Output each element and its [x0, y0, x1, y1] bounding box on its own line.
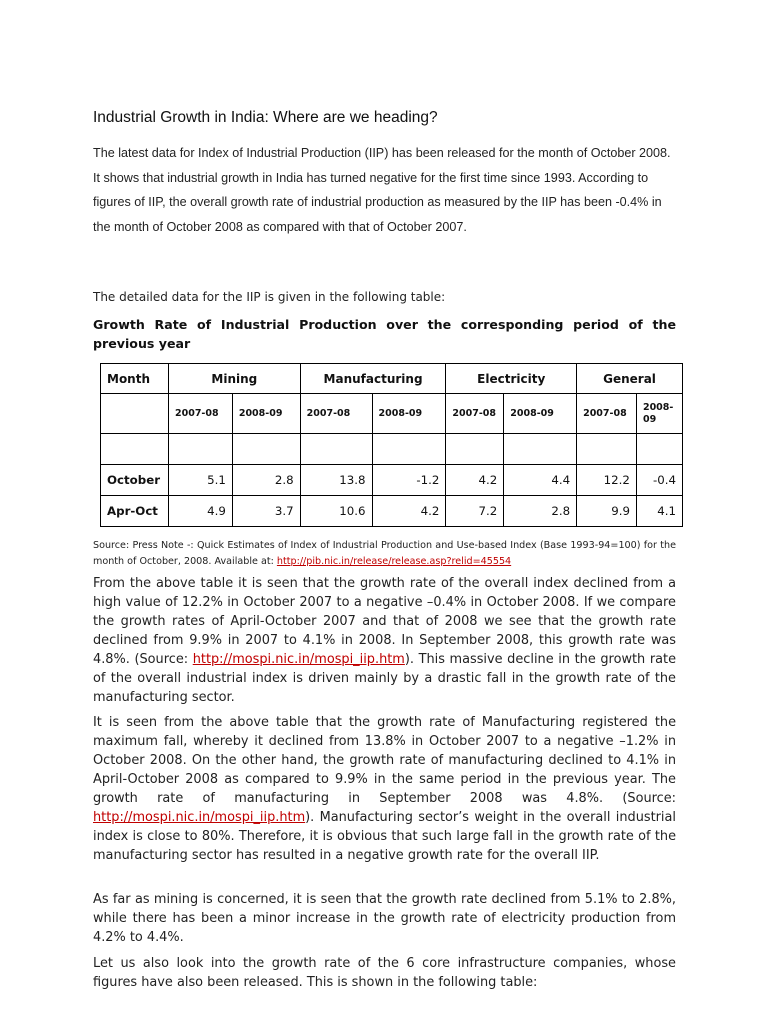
analysis-paragraph-core-industries: Let us also look into the growth rate of the 6 core infrastructure companies, whose figures have also been released. This is shown in the following table: [93, 956, 676, 990]
year-header: 2008-09 [636, 394, 682, 434]
page-title: Industrial Growth in India: Where are we heading? [93, 109, 438, 126]
table-cell: 10.6 [300, 496, 372, 527]
analysis-paragraph-mining: As far as mining is concerned, it is seen that the growth rate declined from 5.1% to 2.8%, while there has been a minor increase in the growth rate of electricity production from 4.2% to 4.4%. [93, 892, 676, 945]
iip-growth-table [100, 363, 683, 527]
year-header: 2008-09 [372, 394, 446, 434]
table-cell: -0.4 [636, 465, 682, 496]
year-header: 2008-09 [504, 394, 577, 434]
table-source-note [93, 538, 676, 570]
table-cell: -1.2 [372, 465, 446, 496]
table-cell: 5.1 [168, 465, 232, 496]
table-row [101, 496, 683, 527]
year-header: 2007-08 [577, 394, 637, 434]
pib-release-link[interactable]: http://pib.nic.in/release/release.asp?relid=45554 [276, 556, 512, 567]
year-header: 2008-09 [232, 394, 300, 434]
empty-cell [101, 394, 169, 434]
row-label: Apr-Oct [101, 496, 169, 527]
table-cell: 4.2 [372, 496, 446, 527]
paragraph-text: It is seen from the above table that the growth rate of Manufacturing registered the maximum fall, whereby it declined from 13.8% in October 2007 to a negative –1.2% in October 2008. On the other hand, the growth rate of manufacturing declined to 4.1% in April-October 2008 as compared to 9.9% in the same period in the previous year. The growth rate of manufacturing in September 2008 was 4.8%. (Source: [93, 715, 676, 806]
row-label: October [101, 465, 169, 496]
mospi-iip-link[interactable]: http://mospi.nic.in/mospi_iip.htm [192, 652, 405, 667]
analysis-paragraph-overall [93, 574, 676, 707]
paragraph-text: ). Manufacturing sector’s weight in the overall industrial index is close to 80%. Therefore, it is obvious that such large fall in the growth rate of the manufacturing sector has resulted in a negative growth rate for the overall IIP. [93, 810, 676, 863]
table-cell: 4.1 [636, 496, 682, 527]
table-cell: 7.2 [446, 496, 504, 527]
table-row [101, 465, 683, 496]
year-header-row [101, 394, 683, 434]
year-header: 2007-08 [446, 394, 504, 434]
group-header-electricity: Electricity [446, 364, 577, 394]
table-caption: Growth Rate of Industrial Production over the corresponding period of the previous year [93, 317, 676, 351]
table-cell: 12.2 [577, 465, 637, 496]
table-cell: 13.8 [300, 465, 372, 496]
paragraph-text: ). This massive decline in the growth rate of the overall industrial index is driven mainly by a drastic fall in the growth rate of the manufacturing sector. [93, 652, 677, 705]
source-text: Source: Press Note -: Quick Estimates of Index of Industrial Production and Use-based Index (Base 1993-94=100) for the month of October, 2008. Available at: [93, 540, 676, 567]
group-header-manufacturing: Manufacturing [300, 364, 446, 394]
table-cell: 4.9 [168, 496, 232, 527]
table-cell: 4.4 [504, 465, 577, 496]
mospi-iip-link[interactable]: http://mospi.nic.in/mospi_iip.htm [93, 810, 306, 825]
paragraph-text: From the above table it is seen that the growth rate of the overall index declined from a high value of 12.2% in October 2007 to a negative –0.4% in October 2008. If we compare the growth rates of April-October 2007 and that of 2008 we see that the growth rate declined from 9.9% in 2007 to 4.1% in 2008. In September 2008, this growth rate was 4.8%. (Source: [93, 576, 676, 667]
year-header: 2007-08 [168, 394, 232, 434]
table-cell: 2.8 [232, 465, 300, 496]
group-header-general: General [577, 364, 683, 394]
analysis-paragraph-manufacturing [93, 713, 676, 865]
table-cell: 2.8 [504, 496, 577, 527]
month-header: Month [101, 364, 169, 394]
table-intro: The detailed data for the IIP is given in the following table: [93, 290, 446, 304]
table-header-row [101, 364, 683, 394]
intro-paragraph: The latest data for Index of Industrial Production (IIP) has been released for the month of October 2008. It shows that industrial growth in India has turned negative for the first time since 1993. According to figures of IIP, the overall growth rate of industrial production as measured by the IIP has been -0.4% in the month of October 2008 as compared with that of October 2007. [93, 146, 671, 234]
table-cell: 4.2 [446, 465, 504, 496]
table-cell: 9.9 [577, 496, 637, 527]
year-header: 2007-08 [300, 394, 372, 434]
group-header-mining: Mining [168, 364, 300, 394]
table-cell: 3.7 [232, 496, 300, 527]
blank-row [101, 434, 683, 465]
